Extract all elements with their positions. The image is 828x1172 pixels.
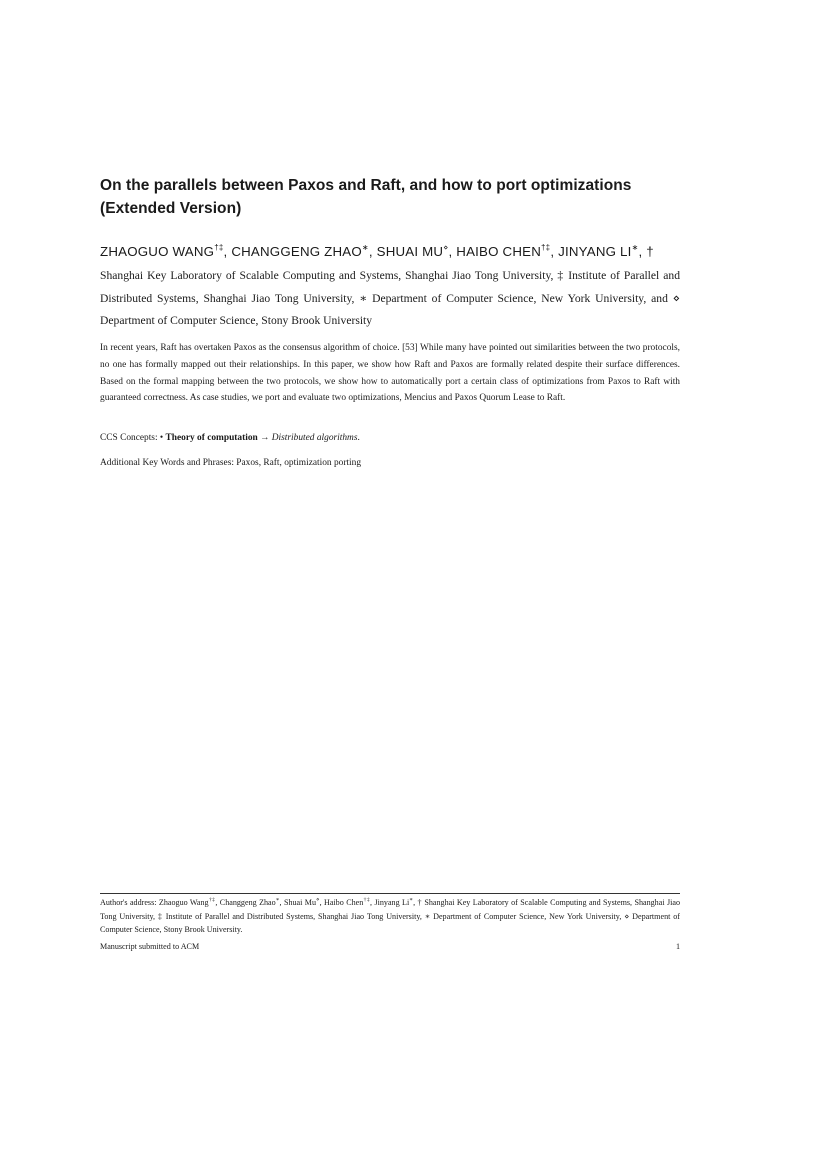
affiliations: Shanghai Key Laboratory of Scalable Computing and Systems, Shanghai Jiao Tong University, ‡ Institute of Parallel and Distributed Systems, Shanghai Jiao Tong University, ∗ Department of Computer Science, New York University, and ⋄ Department of Computer Science, Stony Brook University [100, 269, 680, 327]
author: CHANGGENG ZHAO∗, [231, 243, 377, 259]
author: ZHAOGUO WANG†‡, [100, 243, 232, 259]
page-footer [100, 940, 680, 953]
ccs-concept: Theory of computation [165, 433, 258, 443]
abstract: In recent years, Raft has overtaken Paxos as the consensus algorithm of choice. [53] While many have pointed out similarities between the two protocols, no one has formally mapped out their relationships. In this paper, we show how Raft and Paxos are formally related despite their surface differences. Based on the formal mapping between the two protocols, we show how to automatically port a certain class of optimizations from Paxos to Raft with guaranteed correctness. As case studies, we port and evaluate two optimizations, Mencius and Paxos Quorum Lease to Raft. [100, 343, 680, 404]
ccs-subconcept: Distributed algorithms [271, 433, 358, 443]
author: HAIBO CHEN†‡, [456, 243, 559, 259]
page-number: 1 [675, 942, 680, 951]
footnote-rule [100, 893, 680, 894]
author: JINYANG LI∗, † [558, 243, 654, 259]
author-address-footnote: Author's address: Zhaoguo Wang†‡, Changgeng Zhao∗, Shuai Mu⋄, Haibo Chen†‡, Jinyang Li∗, † Shanghai Key Laboratory of Scalable Computing and Systems, Shanghai Jiao Tong University, ‡ Institute of Parallel and Distributed Systems, Shanghai Jiao Tong University, ∗ Department of Computer Science, New York University, ⋄ Department of Computer Science, Stony Brook University. [100, 897, 681, 935]
manuscript-note: Manuscript submitted to ACM [100, 942, 200, 951]
author-list [100, 243, 680, 261]
keywords: Additional Key Words and Phrases: Paxos, Raft, optimization porting [100, 458, 362, 468]
paper-title: On the parallels between Paxos and Raft, and how to port optimizations (Extended Version) [100, 177, 632, 217]
ccs-concepts: CCS Concepts: • Theory of computation → Distributed algorithms. [100, 433, 360, 443]
author: SHUAI MU⋄, [376, 243, 457, 259]
